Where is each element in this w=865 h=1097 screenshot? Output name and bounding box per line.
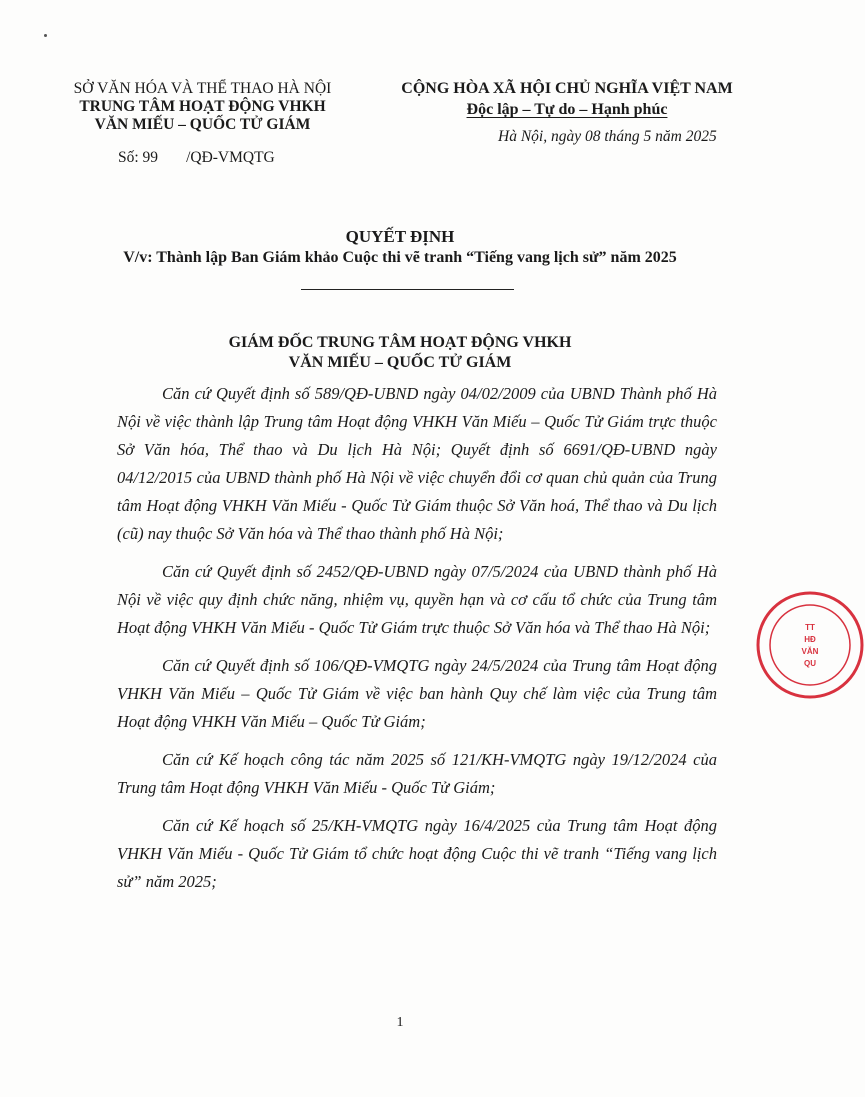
issuer-line-1: GIÁM ĐỐC TRUNG TÂM HOẠT ĐỘNG VHKH bbox=[228, 334, 572, 351]
page-number: 1 bbox=[396, 1015, 404, 1030]
legal-basis-paragraph: Căn cứ Quyết định số 589/QĐ-UBND ngày 04/02/2009 của UBND Thành phố Hà Nội về việc thành lập Trung tâm Hoạt động VHKH Văn Miếu – Quốc Tử Giám trực thuộc Sở Văn hóa, Thể thao và Du lịch Hà Nội; Quyết định số 6691/QĐ-UBND ngày 04/12/2015 của UBND thành phố Hà Nội về việc chuyển đổi cơ quan chủ quản của Trung tâm Hoạt động VHKH Văn Miếu - Quốc Tử Giám thuộc Sở Văn hoá, Thể thao và Du lịch (cũ) nay thuộc Sở Văn hóa và Thể thao thành phố Hà Nội; bbox=[117, 384, 717, 543]
agency-name: TRUNG TÂM HOẠT ĐỘNG VHKH bbox=[79, 98, 326, 115]
issuer-heading bbox=[0, 333, 800, 373]
document-body bbox=[117, 380, 717, 906]
title-divider bbox=[301, 289, 514, 290]
svg-text:HĐ: HĐ bbox=[804, 635, 816, 644]
legal-basis-paragraph: Căn cứ Kế hoạch công tác năm 2025 số 121/KH-VMQTG ngày 19/12/2024 của Trung tâm Hoạt động VHKH Văn Miếu - Quốc Tử Giám; bbox=[117, 750, 717, 797]
agency-parent: SỞ VĂN HÓA VÀ THỂ THAO HÀ NỘI bbox=[73, 80, 332, 97]
nation-name: CỘNG HÒA XÃ HỘI CHỦ NGHĨA VIỆT NAM bbox=[401, 80, 733, 97]
document-title bbox=[0, 226, 800, 268]
official-seal bbox=[755, 590, 865, 700]
national-motto: Độc lập – Tự do – Hạnh phúc bbox=[466, 101, 668, 118]
issuer-line-2: VĂN MIẾU – QUỐC TỬ GIÁM bbox=[288, 354, 512, 371]
national-header bbox=[372, 78, 762, 120]
svg-text:QU: QU bbox=[804, 659, 816, 668]
svg-text:TT: TT bbox=[805, 623, 815, 632]
title-subject: V/v: Thành lập Ban Giám khảo Cuộc thi vẽ tranh “Tiếng vang lịch sử” năm 2025 bbox=[123, 249, 677, 266]
legal-basis-paragraph: Căn cứ Kế hoạch số 25/KH-VMQTG ngày 16/4/2025 của Trung tâm Hoạt động VHKH Văn Miếu - Quốc Tử Giám tổ chức hoạt động Cuộc thi vẽ tranh “Tiếng vang lịch sử” năm 2025; bbox=[117, 816, 717, 891]
legal-basis-paragraph: Căn cứ Quyết định số 2452/QĐ-UBND ngày 07/5/2024 của UBND thành phố Hà Nội về việc quy định chức năng, nhiệm vụ, quyền hạn và cơ cấu tổ chức của Trung tâm Hoạt động VHKH Văn Miếu - Quốc Tử Giám trực thuộc Sở Văn hóa và Thể thao Hà Nội; bbox=[117, 562, 717, 637]
document-number bbox=[118, 149, 275, 167]
svg-text:VĂN: VĂN bbox=[801, 647, 819, 656]
issuing-agency bbox=[40, 80, 365, 134]
doc-number-label: Số: 99 bbox=[118, 149, 159, 166]
title-heading: QUYẾT ĐỊNH bbox=[345, 227, 455, 246]
agency-name-2: VĂN MIẾU – QUỐC TỬ GIÁM bbox=[94, 116, 311, 133]
scan-speck bbox=[44, 34, 47, 37]
place-date: Hà Nội, ngày 08 tháng 5 năm 2025 bbox=[498, 128, 717, 145]
doc-number-suffix: /QĐ-VMQTG bbox=[186, 149, 275, 166]
legal-basis-paragraph: Căn cứ Quyết định số 106/QĐ-VMQTG ngày 24/5/2024 của Trung tâm Hoạt động VHKH Văn Miếu – Quốc Tử Giám về việc ban hành Quy chế làm việc của Trung tâm Hoạt động VHKH Văn Miếu – Quốc Tử Giám; bbox=[117, 656, 717, 731]
